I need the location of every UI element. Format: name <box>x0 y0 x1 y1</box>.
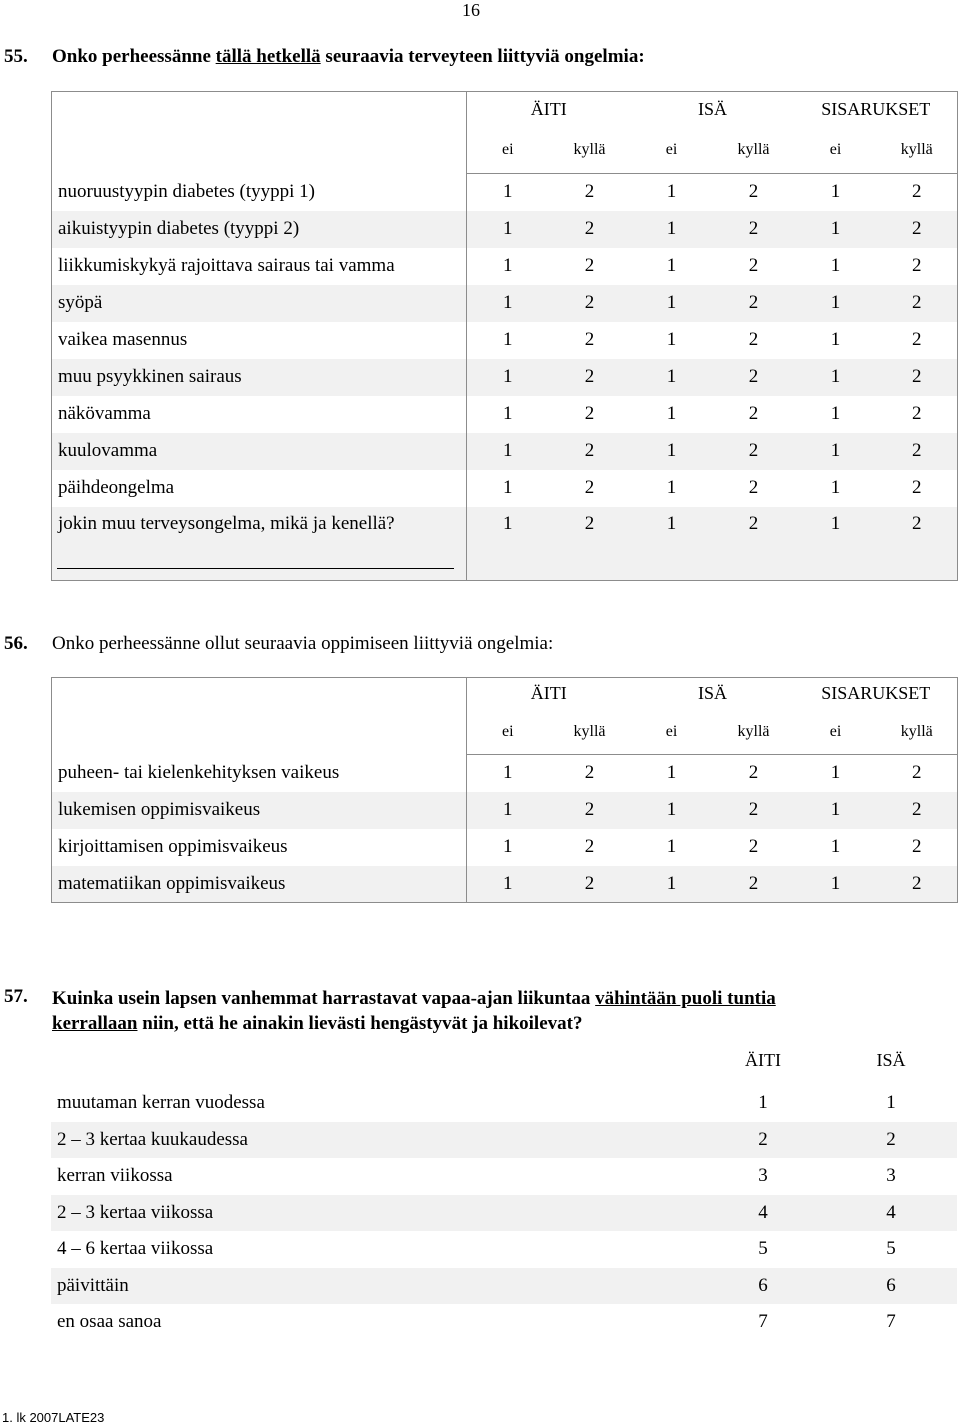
table-row <box>52 755 958 792</box>
table-row <box>51 1158 957 1195</box>
answer-code-aiti[interactable]: 1 <box>758 1092 768 1114</box>
answer-code-option[interactable]: 1 <box>666 872 677 894</box>
answer-code-option[interactable]: 2 <box>912 836 922 857</box>
spacer <box>932 1268 957 1305</box>
spacer <box>932 1085 957 1122</box>
answer-code-option[interactable]: 1 <box>666 477 677 498</box>
answer-code-option[interactable]: 2 <box>748 181 759 203</box>
answer-code-option[interactable]: 1 <box>666 366 677 387</box>
column-header-kylla: kyllä <box>877 128 958 174</box>
answer-code-option[interactable]: 1 <box>666 512 677 534</box>
question-55-number: 55. <box>4 46 28 67</box>
question-55-table <box>51 91 958 581</box>
answer-code-option[interactable]: 1 <box>467 433 549 470</box>
question-56-title: Onko perheessänne ollut seuraavia oppimiseen liittyviä ongelmia: <box>52 633 554 654</box>
answer-code-option[interactable]: 1 <box>467 285 549 322</box>
answer-code-aiti[interactable]: 2 <box>758 1128 768 1150</box>
row-label: muu psyykkinen sairaus <box>58 366 242 387</box>
answer-code-option[interactable]: 1 <box>830 872 841 894</box>
answer-code-option[interactable]: 1 <box>467 755 549 792</box>
row-label: päivittäin <box>57 1274 129 1296</box>
answer-code-option[interactable]: 2 <box>748 872 759 894</box>
column-header-ei: ei <box>631 128 713 174</box>
answer-code-isa[interactable]: 1 <box>886 1092 896 1114</box>
answer-code-option[interactable]: 2 <box>584 872 595 894</box>
table-row <box>52 322 958 359</box>
row-label: lukemisen oppimisvaikeus <box>58 799 261 820</box>
answer-code-option[interactable]: 1 <box>467 396 549 433</box>
answer-code-option[interactable]: 1 <box>467 174 549 211</box>
answer-code-option[interactable]: 2 <box>748 799 759 820</box>
answer-code-option[interactable]: 1 <box>666 255 677 276</box>
answer-code-option[interactable]: 1 <box>830 477 841 498</box>
question-56-table <box>51 677 958 903</box>
answer-code-option[interactable]: 1 <box>830 329 841 350</box>
column-header-ei: ei <box>467 128 549 174</box>
table-row <box>51 1085 957 1122</box>
row-label: kerran viikossa <box>57 1165 173 1187</box>
row-label: 2 – 3 kertaa viikossa <box>57 1201 214 1223</box>
answer-code-option[interactable]: 2 <box>912 440 922 461</box>
answer-code-option[interactable]: 2 <box>748 440 759 461</box>
answer-code-option[interactable]: 1 <box>467 470 549 507</box>
answer-code-option[interactable]: 2 <box>748 836 759 857</box>
answer-code-option[interactable]: 1 <box>467 359 549 396</box>
row-label: kirjoittamisen oppimisvaikeus <box>58 836 288 857</box>
answer-code-option[interactable]: 1 <box>666 799 677 820</box>
answer-code-option[interactable]: 2 <box>912 512 922 534</box>
row-label: vaikea masennus <box>58 329 188 350</box>
answer-code-option[interactable]: 2 <box>912 366 922 387</box>
answer-code-option[interactable]: 2 <box>584 329 595 350</box>
table-row <box>52 359 958 396</box>
table-row <box>51 1304 957 1341</box>
group-header-isa: ISÄ <box>698 99 728 120</box>
spacer <box>804 1158 850 1195</box>
spacer <box>804 1304 850 1341</box>
q57-header-aiti: ÄITI <box>745 1050 781 1070</box>
spacer <box>804 1231 850 1268</box>
question-57-title-pre: Kuinka usein lapsen vanhemmat harrastavat vapaa-ajan liikuntaa <box>52 988 596 1009</box>
question-56-header-blank <box>52 678 467 755</box>
row-label: jokin muu terveysongelma, mikä ja kenellä? <box>58 512 395 534</box>
answer-code-option[interactable]: 2 <box>584 255 595 276</box>
spacer <box>804 1195 850 1232</box>
answer-code-option[interactable]: 1 <box>467 866 549 903</box>
row-label: syöpä <box>58 292 103 313</box>
column-header-kylla: kyllä <box>713 710 795 755</box>
table-row <box>52 433 958 470</box>
column-header-kylla: kyllä <box>549 128 631 174</box>
spacer <box>932 1231 957 1268</box>
answer-code-option[interactable]: 2 <box>748 403 759 424</box>
answer-code-option[interactable]: 1 <box>666 292 677 313</box>
question-56-number: 56. <box>4 633 28 654</box>
group-header-isa: ISÄ <box>698 683 728 704</box>
column-header-ei: ei <box>795 128 877 174</box>
question-57-title-underlined-1: vähintään puoli tuntia <box>595 988 776 1009</box>
table-row <box>51 1231 957 1268</box>
answer-code-option[interactable]: 1 <box>666 329 677 350</box>
row-label: liikkumiskykyä rajoittava sairaus tai vamma <box>58 255 395 276</box>
group-header-sisarukset: SISARUKSET <box>821 99 931 120</box>
answer-code-option[interactable]: 2 <box>912 218 922 239</box>
row-label: en osaa sanoa <box>57 1311 162 1333</box>
spacer <box>932 1304 957 1341</box>
row-label: 2 – 3 kertaa kuukaudessa <box>57 1128 248 1150</box>
answer-code-option[interactable]: 2 <box>584 762 595 784</box>
row-label: päihdeongelma <box>58 477 175 498</box>
answer-code-option[interactable]: 2 <box>912 762 922 784</box>
answer-code-option[interactable]: 2 <box>584 403 595 424</box>
answer-code-option[interactable]: 1 <box>830 292 841 313</box>
answer-code-aiti[interactable]: 7 <box>758 1311 768 1333</box>
answer-code-option[interactable]: 1 <box>666 218 677 239</box>
column-header-ei: ei <box>631 710 713 755</box>
answer-code-isa[interactable]: 7 <box>886 1311 896 1333</box>
answer-code-option[interactable]: 1 <box>830 366 841 387</box>
row-label: matematiikan oppimisvaikeus <box>58 872 286 894</box>
answer-code-option[interactable]: 1 <box>666 440 677 461</box>
group-header-aiti: ÄITI <box>467 92 631 128</box>
answer-code-option[interactable]: 1 <box>830 762 841 784</box>
table-row <box>52 507 958 581</box>
question-57-table <box>51 1085 957 1341</box>
q57-header-isa: ISÄ <box>876 1050 906 1070</box>
column-header-ei: ei <box>795 710 877 755</box>
answer-code-option[interactable]: 1 <box>666 836 677 857</box>
row-label: puheen- tai kielenkehityksen vaikeus <box>58 762 340 783</box>
answer-code-option[interactable]: 2 <box>912 292 922 313</box>
answer-code-option[interactable]: 1 <box>467 248 549 285</box>
answer-code-option[interactable]: 2 <box>912 872 922 894</box>
answer-code-isa[interactable]: 2 <box>886 1128 896 1150</box>
answer-code-isa[interactable]: 3 <box>886 1165 896 1187</box>
answer-code-isa[interactable]: 5 <box>886 1238 896 1260</box>
answer-code-option[interactable]: 1 <box>666 403 677 424</box>
answer-code-option[interactable]: 1 <box>666 762 677 784</box>
answer-code-option[interactable]: 1 <box>666 181 677 203</box>
answer-code-option[interactable]: 2 <box>748 366 759 387</box>
answer-code-option[interactable]: 1 <box>830 836 841 857</box>
answer-code-option[interactable]: 1 <box>467 792 549 829</box>
answer-code-option[interactable]: 2 <box>584 292 595 313</box>
spacer <box>804 1268 850 1305</box>
column-header-kylla: kyllä <box>877 710 958 755</box>
answer-code-option[interactable]: 2 <box>912 329 922 350</box>
row-label: muutaman kerran vuodessa <box>57 1092 265 1114</box>
row-label: kuulovamma <box>58 440 158 461</box>
spacer <box>804 1122 850 1159</box>
answer-code-option[interactable]: 1 <box>830 255 841 276</box>
answer-code-option[interactable]: 1 <box>467 507 549 581</box>
answer-code-option[interactable]: 2 <box>912 477 922 498</box>
answer-code-option[interactable]: 2 <box>748 477 759 498</box>
row-label: 4 – 6 kertaa viikossa <box>57 1238 214 1260</box>
answer-code-aiti[interactable]: 5 <box>758 1238 768 1260</box>
column-header-kylla: kyllä <box>549 710 631 755</box>
answer-code-option[interactable]: 2 <box>748 218 759 239</box>
table-row <box>52 470 958 507</box>
table-row <box>52 792 958 829</box>
column-header-kylla: kyllä <box>713 128 795 174</box>
table-row <box>52 285 958 322</box>
answer-code-option[interactable]: 1 <box>830 440 841 461</box>
question-57-title <box>52 986 932 1036</box>
table-row <box>52 866 958 903</box>
answer-code-option[interactable]: 2 <box>584 836 595 857</box>
table-row <box>51 1268 957 1305</box>
table-row <box>51 1122 957 1159</box>
row-label: nuoruustyypin diabetes (tyyppi 1) <box>58 181 315 202</box>
answer-code-option[interactable]: 2 <box>584 181 595 203</box>
question-55-title-pre: Onko perheessänne <box>52 46 216 67</box>
question-57-title-post: niin, että he ainakin lievästi hengästyvät ja hikoilevat? <box>137 1013 583 1034</box>
answer-code-option[interactable]: 2 <box>748 762 759 784</box>
group-header-sisarukset: SISARUKSET <box>821 683 931 704</box>
answer-code-option[interactable]: 2 <box>584 512 595 534</box>
answer-code-option[interactable]: 2 <box>912 255 922 276</box>
answer-code-option[interactable]: 1 <box>467 322 549 359</box>
answer-code-option[interactable]: 2 <box>912 403 922 424</box>
question-57-number: 57. <box>4 986 28 1007</box>
answer-code-option[interactable]: 2 <box>584 477 595 498</box>
row-label: aikuistyypin diabetes (tyyppi 2) <box>58 218 300 239</box>
answer-code-option[interactable]: 1 <box>830 799 841 820</box>
spacer <box>804 1085 850 1122</box>
answer-code-option[interactable]: 2 <box>912 799 922 820</box>
answer-code-option[interactable]: 2 <box>584 440 595 461</box>
question-55-title-underlined: tällä hetkellä <box>215 46 321 67</box>
spacer <box>932 1122 957 1159</box>
answer-code-aiti[interactable]: 4 <box>758 1201 768 1223</box>
answer-code-option[interactable]: 1 <box>467 211 549 248</box>
answer-code-option[interactable]: 1 <box>830 512 841 534</box>
answer-code-option[interactable]: 2 <box>748 255 759 276</box>
question-55-header-blank <box>52 92 467 174</box>
question-57-title-underlined-2: kerrallaan <box>52 1013 138 1034</box>
spacer <box>932 1158 957 1195</box>
question-55-title <box>52 46 645 68</box>
group-header-aiti: ÄITI <box>467 678 631 710</box>
question-55-title-post: seuraavia terveyteen liittyviä ongelmia: <box>320 46 645 67</box>
answer-code-option[interactable]: 1 <box>830 181 841 203</box>
answer-code-option[interactable]: 2 <box>748 292 759 313</box>
page-number: 16 <box>462 0 480 20</box>
table-row <box>52 248 958 285</box>
answer-code-option[interactable]: 2 <box>748 512 759 534</box>
answer-code-aiti[interactable]: 3 <box>758 1165 768 1187</box>
answer-code-option[interactable]: 1 <box>467 829 549 866</box>
other-problem-answer-line[interactable] <box>57 568 454 569</box>
table-row <box>52 829 958 866</box>
column-header-ei: ei <box>467 710 549 755</box>
table-row <box>51 1195 957 1232</box>
answer-code-option[interactable]: 2 <box>584 218 595 239</box>
answer-code-option[interactable]: 2 <box>584 799 595 820</box>
table-row <box>52 174 958 211</box>
answer-code-option[interactable]: 2 <box>748 329 759 350</box>
answer-code-aiti[interactable]: 6 <box>758 1274 768 1296</box>
table-row <box>52 211 958 248</box>
answer-code-option[interactable]: 2 <box>584 366 595 387</box>
table-row <box>52 396 958 433</box>
footer-code: 1. lk 2007LATE23 <box>2 1410 105 1425</box>
answer-code-option[interactable]: 1 <box>830 403 841 424</box>
row-label: näkövamma <box>58 403 151 424</box>
answer-code-isa[interactable]: 4 <box>886 1201 896 1223</box>
answer-code-isa[interactable]: 6 <box>886 1274 896 1296</box>
answer-code-option[interactable]: 2 <box>912 181 922 203</box>
spacer <box>932 1195 957 1232</box>
answer-code-option[interactable]: 1 <box>830 218 841 239</box>
